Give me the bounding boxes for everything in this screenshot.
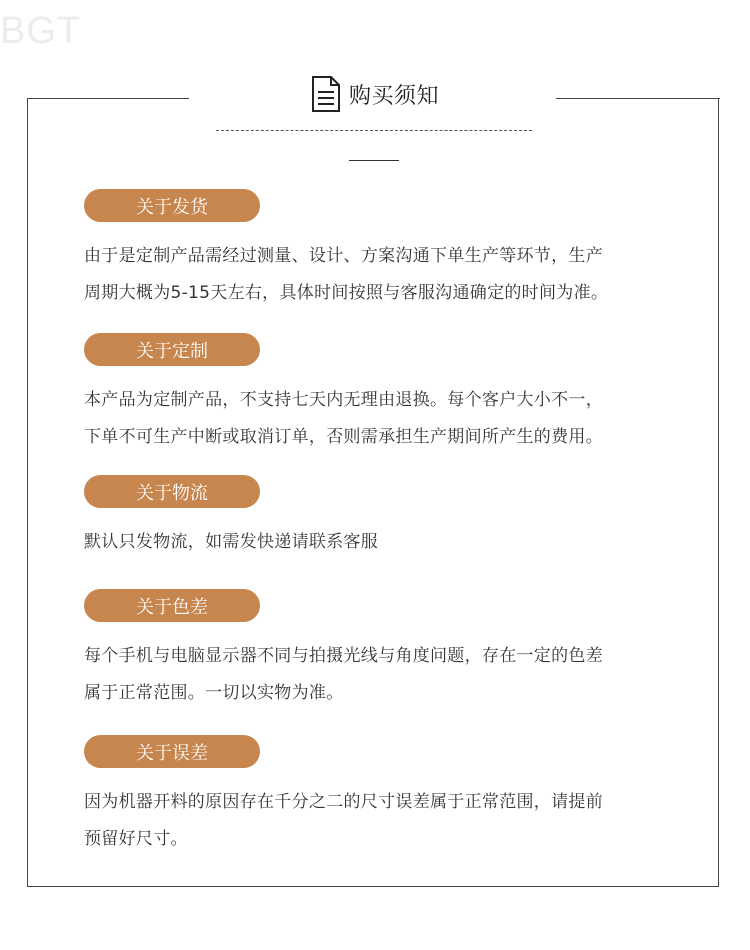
text-line: 下单不可生产中断或取消订单，否则需承担生产期间所产生的费用。 xyxy=(84,427,603,447)
text-line: 每个手机与电脑显示器不同与拍摄光线与角度问题，存在一定的色差 xyxy=(84,646,603,666)
text-line: 由于是定制产品需经过测量、设计、方案沟通下单生产等环节，生产 xyxy=(84,246,603,266)
section-label-pill: 关于定制 xyxy=(84,333,260,366)
document-icon xyxy=(311,75,341,113)
dashed-divider xyxy=(216,130,532,131)
text-line: 本产品为定制产品，不支持七天内无理由退换。每个客户大小不一， xyxy=(84,390,603,410)
section-label-pill: 关于物流 xyxy=(84,475,260,508)
section-color-difference xyxy=(84,589,684,712)
section-logistics xyxy=(84,475,684,561)
section-label-pill: 关于误差 xyxy=(84,735,260,768)
text-line: 默认只发物流，如需发快递请联系客服 xyxy=(84,532,379,552)
section-text xyxy=(84,784,684,858)
page-title: 购买须知 xyxy=(349,83,440,109)
watermark-logo: BGT xyxy=(0,10,82,52)
text-line: 因为机器开料的原因存在千分之二的尺寸误差属于正常范围，请提前 xyxy=(84,792,603,812)
section-text xyxy=(84,238,684,312)
short-divider xyxy=(349,160,399,161)
section-label-pill: 关于发货 xyxy=(84,189,260,222)
text-line: 属于正常范围。一切以实物为准。 xyxy=(84,683,344,703)
section-text xyxy=(84,524,684,561)
section-text xyxy=(84,638,684,712)
section-shipping xyxy=(84,189,684,312)
section-text xyxy=(84,382,684,456)
text-line: 周期大概为5-15天左右，具体时间按照与客服沟通确定的时间为准。 xyxy=(84,283,609,303)
text-line: 预留好尺寸。 xyxy=(84,829,188,849)
section-label-pill: 关于色差 xyxy=(84,589,260,622)
section-customization xyxy=(84,333,684,456)
page-heading xyxy=(311,73,439,115)
section-tolerance xyxy=(84,735,684,858)
